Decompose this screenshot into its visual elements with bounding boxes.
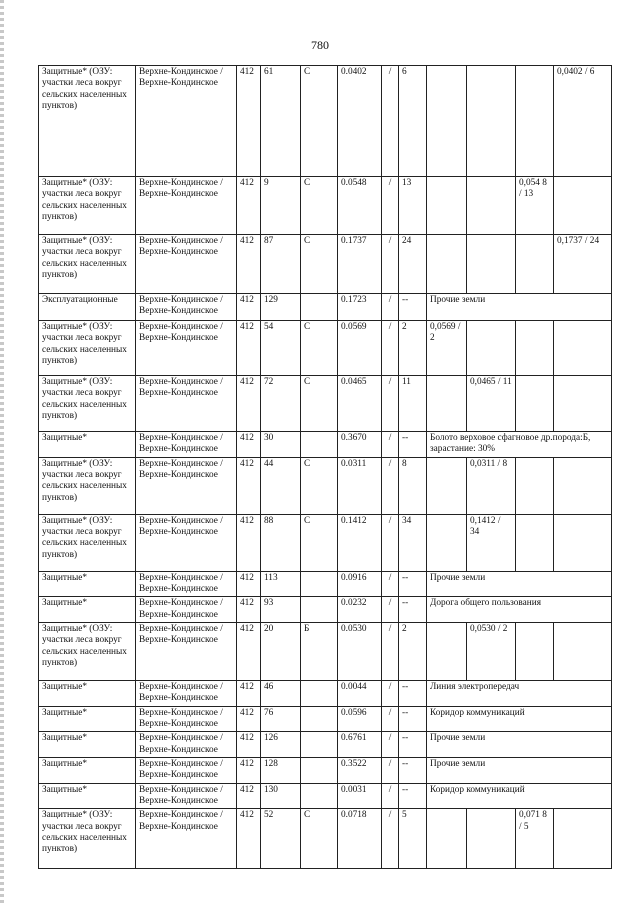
- quarter-cell: 412: [237, 294, 261, 321]
- species-cell: [301, 783, 338, 809]
- area-cell: 0.0596: [338, 706, 382, 732]
- table-row: [39, 177, 612, 235]
- quarter-cell: 412: [237, 783, 261, 809]
- plot-cell: 93: [261, 597, 301, 623]
- value-cell-4: [554, 457, 612, 514]
- count-cell: 24: [399, 235, 427, 294]
- forestry-cell: Верхне-Кондинское / Верхне-Кондинское: [136, 571, 237, 597]
- forestry-cell: Верхне-Кондинское / Верхне-Кондинское: [136, 376, 237, 432]
- forestry-cell: Верхне-Кондинское / Верхне-Кондинское: [136, 783, 237, 809]
- species-cell: С: [301, 177, 338, 235]
- value-cell-3: [516, 66, 554, 177]
- area-cell: 0.0402: [338, 66, 382, 177]
- category-cell: Защитные* (ОЗУ: участки леса вокруг сельских населенных пунктов): [39, 321, 136, 376]
- value-cell-1: [427, 376, 467, 432]
- area-cell: 0.0465: [338, 376, 382, 432]
- species-cell: Б: [301, 622, 338, 680]
- quarter-cell: 412: [237, 622, 261, 680]
- table-row: [39, 757, 612, 783]
- plot-cell: 61: [261, 66, 301, 177]
- value-cell-1: 0,0569 / 2: [427, 321, 467, 376]
- table-row: [39, 294, 612, 321]
- area-cell: 0.0311: [338, 457, 382, 514]
- land-note-cell: Прочие земли: [427, 294, 612, 321]
- plot-cell: 46: [261, 680, 301, 706]
- species-cell: С: [301, 66, 338, 177]
- category-cell: Защитные* (ОЗУ: участки леса вокруг сельских населенных пунктов): [39, 622, 136, 680]
- value-cell-2: [467, 809, 516, 869]
- land-note-cell: Линия электропередач: [427, 680, 612, 706]
- quarter-cell: 412: [237, 177, 261, 235]
- plot-cell: 126: [261, 732, 301, 758]
- value-cell-3: [516, 514, 554, 571]
- quarter-cell: 412: [237, 597, 261, 623]
- category-cell: Защитные* (ОЗУ: участки леса вокруг сельских населенных пунктов): [39, 809, 136, 869]
- count-cell: 13: [399, 177, 427, 235]
- quarter-cell: 412: [237, 706, 261, 732]
- separator-cell: /: [382, 514, 399, 571]
- land-note-cell: Коридор коммуникаций: [427, 783, 612, 809]
- species-cell: [301, 732, 338, 758]
- plot-cell: 87: [261, 235, 301, 294]
- value-cell-4: 0,1737 / 24: [554, 235, 612, 294]
- count-cell: 11: [399, 376, 427, 432]
- count-cell: --: [399, 571, 427, 597]
- value-cell-1: [427, 235, 467, 294]
- land-note-cell: Прочие земли: [427, 732, 612, 758]
- area-cell: 0.0044: [338, 680, 382, 706]
- count-cell: 5: [399, 809, 427, 869]
- separator-cell: /: [382, 757, 399, 783]
- plot-cell: 20: [261, 622, 301, 680]
- forestry-cell: Верхне-Кондинское / Верхне-Кондинское: [136, 757, 237, 783]
- separator-cell: /: [382, 571, 399, 597]
- plot-cell: 9: [261, 177, 301, 235]
- separator-cell: /: [382, 66, 399, 177]
- count-cell: --: [399, 783, 427, 809]
- table-row: [39, 514, 612, 571]
- value-cell-1: [427, 457, 467, 514]
- forestry-cell: Верхне-Кондинское / Верхне-Кондинское: [136, 294, 237, 321]
- land-note-cell: Прочие земли: [427, 571, 612, 597]
- value-cell-1: [427, 66, 467, 177]
- area-cell: 0.1737: [338, 235, 382, 294]
- table-row: [39, 376, 612, 432]
- value-cell-4: [554, 809, 612, 869]
- category-cell: Защитные* (ОЗУ: участки леса вокруг сельских населенных пунктов): [39, 514, 136, 571]
- category-cell: Защитные* (ОЗУ: участки леса вокруг сельских населенных пунктов): [39, 376, 136, 432]
- species-cell: [301, 680, 338, 706]
- separator-cell: /: [382, 732, 399, 758]
- plot-cell: 52: [261, 809, 301, 869]
- table-row: [39, 66, 612, 177]
- quarter-cell: 412: [237, 680, 261, 706]
- area-cell: 0.1412: [338, 514, 382, 571]
- area-cell: 0.0916: [338, 571, 382, 597]
- separator-cell: /: [382, 294, 399, 321]
- value-cell-2: 0,0465 / 11: [467, 376, 516, 432]
- land-note-cell: Дорога общего пользования: [427, 597, 612, 623]
- forestry-cell: Верхне-Кондинское / Верхне-Кондинское: [136, 432, 237, 458]
- forestry-cell: Верхне-Кондинское / Верхне-Кондинское: [136, 457, 237, 514]
- separator-cell: /: [382, 783, 399, 809]
- value-cell-2: [467, 235, 516, 294]
- value-cell-2: 0,0311 / 8: [467, 457, 516, 514]
- value-cell-3: [516, 457, 554, 514]
- value-cell-2: [467, 66, 516, 177]
- separator-cell: /: [382, 706, 399, 732]
- count-cell: --: [399, 597, 427, 623]
- plot-cell: 30: [261, 432, 301, 458]
- species-cell: С: [301, 235, 338, 294]
- species-cell: [301, 294, 338, 321]
- area-cell: 0.0232: [338, 597, 382, 623]
- value-cell-3: [516, 376, 554, 432]
- count-cell: 2: [399, 622, 427, 680]
- quarter-cell: 412: [237, 457, 261, 514]
- category-cell: Защитные*: [39, 597, 136, 623]
- category-cell: Защитные* (ОЗУ: участки леса вокруг сельских населенных пунктов): [39, 235, 136, 294]
- area-cell: 0.1723: [338, 294, 382, 321]
- count-cell: --: [399, 706, 427, 732]
- value-cell-4: 0,0402 / 6: [554, 66, 612, 177]
- count-cell: --: [399, 432, 427, 458]
- value-cell-4: [554, 321, 612, 376]
- forestry-cell: Верхне-Кондинское / Верхне-Кондинское: [136, 514, 237, 571]
- forestry-cell: Верхне-Кондинское / Верхне-Кондинское: [136, 66, 237, 177]
- separator-cell: /: [382, 432, 399, 458]
- quarter-cell: 412: [237, 757, 261, 783]
- species-cell: С: [301, 514, 338, 571]
- forestry-cell: Верхне-Кондинское / Верхне-Кондинское: [136, 732, 237, 758]
- species-cell: [301, 597, 338, 623]
- plot-cell: 76: [261, 706, 301, 732]
- species-cell: [301, 571, 338, 597]
- page-number: 780: [311, 38, 329, 52]
- count-cell: --: [399, 757, 427, 783]
- plot-cell: 44: [261, 457, 301, 514]
- value-cell-3: [516, 321, 554, 376]
- area-cell: 0.0031: [338, 783, 382, 809]
- count-cell: --: [399, 732, 427, 758]
- value-cell-2: [467, 321, 516, 376]
- area-cell: 0.0718: [338, 809, 382, 869]
- category-cell: Защитные*: [39, 571, 136, 597]
- category-cell: Эксплуатационные: [39, 294, 136, 321]
- category-cell: Защитные*: [39, 680, 136, 706]
- table-row: [39, 622, 612, 680]
- forestry-cell: Верхне-Кондинское / Верхне-Кондинское: [136, 680, 237, 706]
- table-row: [39, 783, 612, 809]
- separator-cell: /: [382, 622, 399, 680]
- species-cell: [301, 757, 338, 783]
- plot-cell: 88: [261, 514, 301, 571]
- species-cell: С: [301, 809, 338, 869]
- value-cell-2: 0,0530 / 2: [467, 622, 516, 680]
- category-cell: Защитные*: [39, 706, 136, 732]
- area-cell: 0.3670: [338, 432, 382, 458]
- scan-edge: [0, 0, 4, 905]
- value-cell-3: 0,071 8 / 5: [516, 809, 554, 869]
- quarter-cell: 412: [237, 732, 261, 758]
- forestry-cell: Верхне-Кондинское / Верхне-Кондинское: [136, 706, 237, 732]
- count-cell: --: [399, 294, 427, 321]
- value-cell-4: [554, 622, 612, 680]
- forestry-cell: Верхне-Кондинское / Верхне-Кондинское: [136, 597, 237, 623]
- table-row: [39, 571, 612, 597]
- table-row: [39, 680, 612, 706]
- count-cell: 2: [399, 321, 427, 376]
- value-cell-3: [516, 622, 554, 680]
- separator-cell: /: [382, 177, 399, 235]
- count-cell: 34: [399, 514, 427, 571]
- value-cell-4: [554, 177, 612, 235]
- table-row: [39, 706, 612, 732]
- count-cell: 8: [399, 457, 427, 514]
- value-cell-4: [554, 514, 612, 571]
- forestry-cell: Верхне-Кондинское / Верхне-Кондинское: [136, 622, 237, 680]
- category-cell: Защитные*: [39, 783, 136, 809]
- area-cell: 0.0569: [338, 321, 382, 376]
- value-cell-3: [516, 235, 554, 294]
- quarter-cell: 412: [237, 376, 261, 432]
- area-cell: 0.0530: [338, 622, 382, 680]
- value-cell-1: [427, 514, 467, 571]
- value-cell-3: 0,054 8 / 13: [516, 177, 554, 235]
- land-note-cell: Коридор коммуникаций: [427, 706, 612, 732]
- table-row: [39, 732, 612, 758]
- area-cell: 0.3522: [338, 757, 382, 783]
- species-cell: С: [301, 457, 338, 514]
- separator-cell: /: [382, 235, 399, 294]
- separator-cell: /: [382, 809, 399, 869]
- separator-cell: /: [382, 457, 399, 514]
- forest-plots-table: [38, 65, 612, 869]
- table-row: [39, 321, 612, 376]
- forestry-cell: Верхне-Кондинское / Верхне-Кондинское: [136, 809, 237, 869]
- quarter-cell: 412: [237, 571, 261, 597]
- species-cell: С: [301, 321, 338, 376]
- count-cell: --: [399, 680, 427, 706]
- forestry-cell: Верхне-Кондинское / Верхне-Кондинское: [136, 321, 237, 376]
- value-cell-2: [467, 177, 516, 235]
- table-row: [39, 809, 612, 869]
- plot-cell: 128: [261, 757, 301, 783]
- species-cell: [301, 432, 338, 458]
- separator-cell: /: [382, 321, 399, 376]
- value-cell-2: 0,1412 / 34: [467, 514, 516, 571]
- area-cell: 0.6761: [338, 732, 382, 758]
- quarter-cell: 412: [237, 514, 261, 571]
- table-row: [39, 597, 612, 623]
- quarter-cell: 412: [237, 66, 261, 177]
- quarter-cell: 412: [237, 235, 261, 294]
- land-note-cell: Болото верховое сфагновое др.порода:Б, зарастание: 30%: [427, 432, 612, 458]
- quarter-cell: 412: [237, 321, 261, 376]
- plot-cell: 113: [261, 571, 301, 597]
- category-cell: Защитные*: [39, 732, 136, 758]
- species-cell: С: [301, 376, 338, 432]
- separator-cell: /: [382, 680, 399, 706]
- category-cell: Защитные* (ОЗУ: участки леса вокруг сельских населенных пунктов): [39, 177, 136, 235]
- separator-cell: /: [382, 597, 399, 623]
- table-row: [39, 235, 612, 294]
- forestry-cell: Верхне-Кондинское / Верхне-Кондинское: [136, 177, 237, 235]
- value-cell-1: [427, 809, 467, 869]
- value-cell-1: [427, 177, 467, 235]
- table-row: [39, 432, 612, 458]
- quarter-cell: 412: [237, 432, 261, 458]
- plot-cell: 129: [261, 294, 301, 321]
- land-note-cell: Прочие земли: [427, 757, 612, 783]
- category-cell: Защитные* (ОЗУ: участки леса вокруг сельских населенных пунктов): [39, 66, 136, 177]
- species-cell: [301, 706, 338, 732]
- quarter-cell: 412: [237, 809, 261, 869]
- separator-cell: /: [382, 376, 399, 432]
- area-cell: 0.0548: [338, 177, 382, 235]
- plot-cell: 72: [261, 376, 301, 432]
- category-cell: Защитные*: [39, 757, 136, 783]
- plot-cell: 130: [261, 783, 301, 809]
- plot-cell: 54: [261, 321, 301, 376]
- forestry-cell: Верхне-Кондинское / Верхне-Кондинское: [136, 235, 237, 294]
- value-cell-1: [427, 622, 467, 680]
- category-cell: Защитные*: [39, 432, 136, 458]
- value-cell-4: [554, 376, 612, 432]
- table-row: [39, 457, 612, 514]
- count-cell: 6: [399, 66, 427, 177]
- category-cell: Защитные* (ОЗУ: участки леса вокруг сельских населенных пунктов): [39, 457, 136, 514]
